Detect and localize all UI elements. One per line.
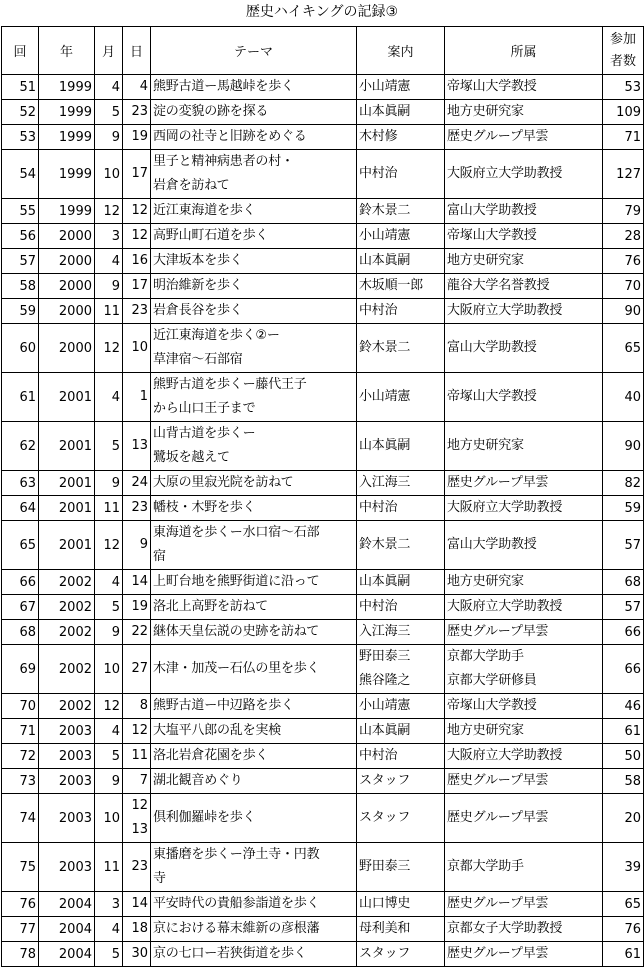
cell-no: 77: [2, 917, 39, 942]
cell-theme: 熊野古道ー中辺路を歩く: [151, 694, 357, 719]
cell-participants: 65: [603, 892, 644, 917]
cell-year: 1999: [39, 100, 95, 125]
cell-year: 1999: [39, 125, 95, 150]
table-row: [2, 150, 644, 199]
header-month: 月: [95, 27, 123, 75]
cell-guide: スタッフ: [357, 942, 445, 967]
cell-participants: 61: [603, 719, 644, 744]
cell-no: 53: [2, 125, 39, 150]
cell-participants: 76: [603, 917, 644, 942]
cell-month: 5: [95, 942, 123, 967]
cell-affiliation: 大阪府立大学助教授: [445, 744, 603, 769]
cell-month: 11: [95, 299, 123, 324]
cell-theme: 岩倉長谷を歩く: [151, 299, 357, 324]
cell-day: 23: [123, 100, 151, 125]
cell-participants: 68: [603, 570, 644, 595]
cell-year: 2001: [39, 373, 95, 422]
table-row: [2, 694, 644, 719]
table-row: [2, 324, 644, 373]
cell-theme: 木津・加茂ー石仏の里を歩く: [151, 645, 357, 694]
cell-day: 12: [123, 199, 151, 224]
cell-participants: 79: [603, 199, 644, 224]
cell-theme: 大塩平八郎の乱を実検: [151, 719, 357, 744]
cell-day: 23: [123, 299, 151, 324]
cell-month: 10: [95, 645, 123, 694]
cell-affiliation: 地方史研究家: [445, 422, 603, 471]
table-row: [2, 496, 644, 521]
cell-no: 58: [2, 274, 39, 299]
cell-month: 12: [95, 521, 123, 570]
cell-affiliation: 歴史グループ早雲: [445, 892, 603, 917]
cell-no: 56: [2, 224, 39, 249]
cell-guide: 鈴木景二: [357, 199, 445, 224]
cell-no: 52: [2, 100, 39, 125]
cell-year: 2001: [39, 521, 95, 570]
cell-year: 2001: [39, 496, 95, 521]
cell-participants: 61: [603, 942, 644, 967]
header-participants: 参加 者数: [603, 27, 644, 75]
cell-participants: 46: [603, 694, 644, 719]
table-row: [2, 719, 644, 744]
table-row: [2, 794, 644, 843]
cell-day: 19: [123, 125, 151, 150]
cell-participants: 127: [603, 150, 644, 199]
cell-theme: 山背古道を歩くー 鷺坂を越えて: [151, 422, 357, 471]
cell-guide: 木坂順一郎: [357, 274, 445, 299]
header-row: [2, 27, 644, 75]
cell-guide: 中村治: [357, 150, 445, 199]
table-row: [2, 274, 644, 299]
cell-day: 19: [123, 595, 151, 620]
cell-affiliation: 歴史グループ早雲: [445, 794, 603, 843]
cell-day: 16: [123, 249, 151, 274]
cell-month: 11: [95, 843, 123, 892]
cell-day: 10: [123, 324, 151, 373]
cell-month: 4: [95, 570, 123, 595]
cell-theme: 近江東海道を歩く②ー 草津宿～石部宿: [151, 324, 357, 373]
header-theme: テーマ: [151, 27, 357, 75]
cell-year: 2004: [39, 942, 95, 967]
cell-month: 9: [95, 620, 123, 645]
cell-no: 59: [2, 299, 39, 324]
cell-day: 12: [123, 224, 151, 249]
table-row: [2, 422, 644, 471]
cell-guide: 母利美和: [357, 917, 445, 942]
table-row: [2, 744, 644, 769]
cell-guide: 入江海三: [357, 620, 445, 645]
cell-theme: 洛北岩倉花園を歩く: [151, 744, 357, 769]
cell-month: 12: [95, 324, 123, 373]
cell-year: 1999: [39, 199, 95, 224]
cell-year: 2002: [39, 645, 95, 694]
cell-affiliation: 帝塚山大学教授: [445, 224, 603, 249]
cell-participants: 66: [603, 645, 644, 694]
cell-affiliation: 歴史グループ早雲: [445, 769, 603, 794]
cell-year: 2001: [39, 471, 95, 496]
cell-month: 4: [95, 373, 123, 422]
cell-year: 1999: [39, 150, 95, 199]
cell-no: 68: [2, 620, 39, 645]
cell-month: 12: [95, 199, 123, 224]
table-row: [2, 224, 644, 249]
cell-affiliation: 帝塚山大学教授: [445, 694, 603, 719]
cell-day: 30: [123, 942, 151, 967]
cell-guide: 山本眞嗣: [357, 249, 445, 274]
cell-no: 62: [2, 422, 39, 471]
cell-year: 2000: [39, 274, 95, 299]
table-row: [2, 299, 644, 324]
cell-guide: 山本眞嗣: [357, 719, 445, 744]
cell-year: 2002: [39, 694, 95, 719]
cell-participants: 66: [603, 620, 644, 645]
cell-month: 9: [95, 274, 123, 299]
cell-no: 70: [2, 694, 39, 719]
page-title: 歴史ハイキングの記録③: [245, 4, 399, 20]
cell-day: 14: [123, 892, 151, 917]
table-row: [2, 843, 644, 892]
cell-participants: 59: [603, 496, 644, 521]
cell-participants: 109: [603, 100, 644, 125]
cell-theme: 里子と精神病患者の村・ 岩倉を訪ねて: [151, 150, 357, 199]
cell-year: 2003: [39, 769, 95, 794]
cell-year: 2004: [39, 917, 95, 942]
cell-affiliation: 龍谷大学名誉教授: [445, 274, 603, 299]
header-day: 日: [123, 27, 151, 75]
cell-month: 11: [95, 496, 123, 521]
cell-guide: スタッフ: [357, 769, 445, 794]
cell-affiliation: 富山大学助教授: [445, 521, 603, 570]
cell-month: 5: [95, 744, 123, 769]
cell-affiliation: 帝塚山大学教授: [445, 75, 603, 100]
cell-no: 51: [2, 75, 39, 100]
cell-day: 12 13: [123, 794, 151, 843]
cell-affiliation: 大阪府立大学助教授: [445, 299, 603, 324]
cell-month: 9: [95, 769, 123, 794]
cell-no: 75: [2, 843, 39, 892]
cell-year: 2003: [39, 794, 95, 843]
cell-theme: 平安時代の貴船参詣道を歩く: [151, 892, 357, 917]
header-year: 年: [39, 27, 95, 75]
cell-theme: 倶利伽羅峠を歩く: [151, 794, 357, 843]
cell-theme: 継体天皇伝説の史跡を訪ねて: [151, 620, 357, 645]
cell-theme: 東播磨を歩くー浄土寺・円教 寺: [151, 843, 357, 892]
cell-affiliation: 地方史研究家: [445, 249, 603, 274]
cell-day: 9: [123, 521, 151, 570]
cell-theme: 洛北上高野を訪ねて: [151, 595, 357, 620]
table-row: [2, 917, 644, 942]
cell-day: 17: [123, 274, 151, 299]
cell-participants: 90: [603, 422, 644, 471]
table-row: [2, 521, 644, 570]
cell-day: 12: [123, 719, 151, 744]
cell-theme: 東海道を歩くー水口宿～石部 宿: [151, 521, 357, 570]
cell-month: 10: [95, 150, 123, 199]
cell-theme: 大津坂本を歩く: [151, 249, 357, 274]
cell-participants: 50: [603, 744, 644, 769]
cell-no: 71: [2, 719, 39, 744]
cell-guide: 山本眞嗣: [357, 570, 445, 595]
cell-guide: 小山靖憲: [357, 75, 445, 100]
cell-day: 13: [123, 422, 151, 471]
table-row: [2, 892, 644, 917]
cell-no: 64: [2, 496, 39, 521]
cell-affiliation: 京都女子大学助教授: [445, 917, 603, 942]
cell-day: 23: [123, 496, 151, 521]
cell-day: 14: [123, 570, 151, 595]
cell-affiliation: 大阪府立大学助教授: [445, 150, 603, 199]
cell-no: 69: [2, 645, 39, 694]
cell-day: 17: [123, 150, 151, 199]
cell-affiliation: 地方史研究家: [445, 570, 603, 595]
cell-no: 57: [2, 249, 39, 274]
cell-guide: 野田泰三: [357, 843, 445, 892]
cell-theme: 西岡の社寺と旧跡をめぐる: [151, 125, 357, 150]
table-row: [2, 942, 644, 967]
cell-no: 66: [2, 570, 39, 595]
cell-participants: 28: [603, 224, 644, 249]
cell-no: 55: [2, 199, 39, 224]
cell-no: 74: [2, 794, 39, 843]
cell-participants: 71: [603, 125, 644, 150]
cell-month: 5: [95, 595, 123, 620]
cell-year: 2000: [39, 224, 95, 249]
cell-guide: 山本眞嗣: [357, 422, 445, 471]
table-row: [2, 249, 644, 274]
cell-month: 12: [95, 694, 123, 719]
cell-no: 73: [2, 769, 39, 794]
cell-theme: 熊野古道を歩くー藤代王子 から山口王子まで: [151, 373, 357, 422]
cell-no: 54: [2, 150, 39, 199]
records-table: [1, 26, 644, 967]
cell-affiliation: 富山大学助教授: [445, 199, 603, 224]
cell-guide: 鈴木景二: [357, 324, 445, 373]
cell-year: 2003: [39, 719, 95, 744]
cell-month: 3: [95, 224, 123, 249]
cell-guide: 中村治: [357, 496, 445, 521]
cell-month: 4: [95, 249, 123, 274]
cell-year: 2001: [39, 422, 95, 471]
cell-theme: 淀の変貌の跡を探る: [151, 100, 357, 125]
cell-day: 11: [123, 744, 151, 769]
cell-guide: 山口博史: [357, 892, 445, 917]
cell-no: 65: [2, 521, 39, 570]
cell-guide: 小山靖憲: [357, 694, 445, 719]
cell-theme: 大原の里寂光院を訪ねて: [151, 471, 357, 496]
cell-day: 8: [123, 694, 151, 719]
cell-day: 27: [123, 645, 151, 694]
cell-year: 2002: [39, 570, 95, 595]
cell-participants: 20: [603, 794, 644, 843]
cell-guide: 中村治: [357, 595, 445, 620]
cell-year: 2000: [39, 324, 95, 373]
cell-guide: 中村治: [357, 744, 445, 769]
table-row: [2, 471, 644, 496]
cell-theme: 高野山町石道を歩く: [151, 224, 357, 249]
cell-participants: 90: [603, 299, 644, 324]
cell-theme: 京の七口ー若狭街道を歩く: [151, 942, 357, 967]
cell-day: 22: [123, 620, 151, 645]
cell-no: 63: [2, 471, 39, 496]
cell-guide: 野田泰三 熊谷隆之: [357, 645, 445, 694]
cell-guide: スタッフ: [357, 794, 445, 843]
cell-participants: 40: [603, 373, 644, 422]
table-row: [2, 645, 644, 694]
cell-year: 2000: [39, 249, 95, 274]
cell-guide: 鈴木景二: [357, 521, 445, 570]
cell-day: 1: [123, 373, 151, 422]
cell-participants: 65: [603, 324, 644, 373]
cell-affiliation: 京都大学助手 京都大学研修員: [445, 645, 603, 694]
cell-no: 78: [2, 942, 39, 967]
cell-day: 7: [123, 769, 151, 794]
cell-guide: 中村治: [357, 299, 445, 324]
cell-participants: 76: [603, 249, 644, 274]
header-guide: 案内: [357, 27, 445, 75]
table-row: [2, 769, 644, 794]
cell-year: 2000: [39, 299, 95, 324]
table-row: [2, 125, 644, 150]
table-row: [2, 620, 644, 645]
cell-participants: 39: [603, 843, 644, 892]
cell-guide: 木村修: [357, 125, 445, 150]
cell-no: 60: [2, 324, 39, 373]
cell-affiliation: 歴史グループ早雲: [445, 620, 603, 645]
cell-guide: 小山靖憲: [357, 373, 445, 422]
cell-no: 76: [2, 892, 39, 917]
cell-day: 18: [123, 917, 151, 942]
cell-affiliation: 地方史研究家: [445, 719, 603, 744]
cell-theme: 幡枝・木野を歩く: [151, 496, 357, 521]
table-row: [2, 570, 644, 595]
cell-month: 10: [95, 794, 123, 843]
cell-participants: 82: [603, 471, 644, 496]
table-row: [2, 100, 644, 125]
cell-affiliation: 歴史グループ早雲: [445, 471, 603, 496]
cell-affiliation: 帝塚山大学教授: [445, 373, 603, 422]
cell-guide: 小山靖憲: [357, 224, 445, 249]
cell-day: 23: [123, 843, 151, 892]
cell-participants: 53: [603, 75, 644, 100]
cell-participants: 58: [603, 769, 644, 794]
cell-year: 2003: [39, 843, 95, 892]
cell-no: 72: [2, 744, 39, 769]
cell-participants: 57: [603, 521, 644, 570]
cell-year: 2003: [39, 744, 95, 769]
cell-theme: 近江東海道を歩く: [151, 199, 357, 224]
cell-theme: 湖北観音めぐり: [151, 769, 357, 794]
cell-month: 5: [95, 100, 123, 125]
header-affiliation: 所属: [445, 27, 603, 75]
cell-affiliation: 歴史グループ早雲: [445, 942, 603, 967]
cell-theme: 上町台地を熊野街道に沿って: [151, 570, 357, 595]
cell-month: 4: [95, 719, 123, 744]
cell-year: 1999: [39, 75, 95, 100]
cell-month: 4: [95, 917, 123, 942]
cell-month: 3: [95, 892, 123, 917]
cell-no: 67: [2, 595, 39, 620]
cell-year: 2004: [39, 892, 95, 917]
cell-year: 2002: [39, 595, 95, 620]
table-row: [2, 75, 644, 100]
cell-theme: 京における幕末維新の彦根藩: [151, 917, 357, 942]
cell-day: 4: [123, 75, 151, 100]
cell-affiliation: 大阪府立大学助教授: [445, 595, 603, 620]
cell-month: 4: [95, 75, 123, 100]
cell-affiliation: 京都大学助手: [445, 843, 603, 892]
cell-affiliation: 歴史グループ早雲: [445, 125, 603, 150]
header-no: 回: [2, 27, 39, 75]
cell-month: 5: [95, 422, 123, 471]
table-row: [2, 199, 644, 224]
cell-year: 2002: [39, 620, 95, 645]
cell-day: 24: [123, 471, 151, 496]
cell-participants: 57: [603, 595, 644, 620]
cell-affiliation: 地方史研究家: [445, 100, 603, 125]
cell-affiliation: 富山大学助教授: [445, 324, 603, 373]
cell-theme: 明治維新を歩く: [151, 274, 357, 299]
cell-no: 61: [2, 373, 39, 422]
cell-affiliation: 大阪府立大学助教授: [445, 496, 603, 521]
cell-month: 9: [95, 125, 123, 150]
cell-participants: 70: [603, 274, 644, 299]
cell-guide: 山本眞嗣: [357, 100, 445, 125]
table-row: [2, 373, 644, 422]
cell-theme: 熊野古道ー馬越峠を歩く: [151, 75, 357, 100]
cell-month: 9: [95, 471, 123, 496]
cell-guide: 入江海三: [357, 471, 445, 496]
table-row: [2, 595, 644, 620]
